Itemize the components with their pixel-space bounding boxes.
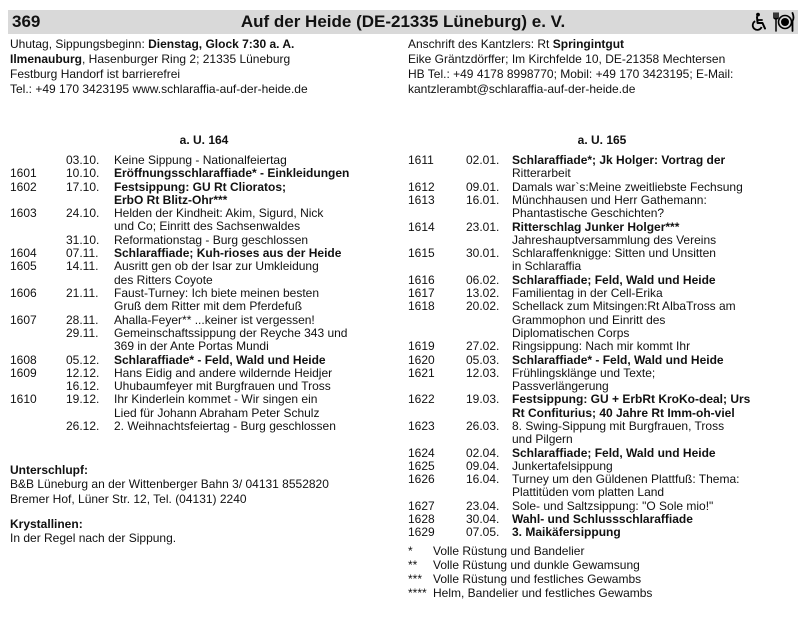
sippung-number: 1625 xyxy=(408,458,435,473)
sippung-title: Uhubaumfeyer mit Burgfrauen und Tross xyxy=(114,379,331,394)
legend-item xyxy=(408,586,798,600)
au-heading-left: a. U. 164 xyxy=(179,133,229,147)
sippung-number: 1607 xyxy=(10,312,37,327)
sippung-number: 1620 xyxy=(408,352,435,367)
schedule-row xyxy=(408,340,798,353)
sippung-date: 13.02. xyxy=(466,286,500,300)
accessibility-note: Festburg Handorf ist barrierefrei xyxy=(10,67,181,81)
schedule-row xyxy=(10,380,400,393)
sippung-title: Gemeinschaftssippung der Reyche 343 und xyxy=(114,325,348,340)
sippung-number: 1602 xyxy=(10,179,37,194)
sippung-number: 1629 xyxy=(408,525,435,540)
sippung-date: 23.01. xyxy=(466,219,500,234)
schedule-row xyxy=(408,526,798,539)
kantzler-phone: HB Tel.: +49 4178 8998770; Mobil: +49 170 3423195; E-Mail: xyxy=(408,67,734,81)
sippung-date: 05.12. xyxy=(66,352,100,367)
schedule-row xyxy=(10,181,400,208)
sippung-title: Schlaraffiade; Feld, Wald und Heide xyxy=(512,445,716,460)
sippung-title: Damals war`s:Meine zweitliebste Fechsung xyxy=(512,179,743,194)
schedule-row xyxy=(10,167,400,180)
sippung-title: Junkertafelsippung xyxy=(512,458,613,473)
reych-number: 369 xyxy=(12,12,41,31)
sippung-date: 31.10. xyxy=(66,232,100,247)
sippung-date: 16.01. xyxy=(466,192,500,207)
sippung-number: 1611 xyxy=(408,153,434,167)
sippung-number: 1618 xyxy=(408,299,435,314)
sippung-date: 19.03. xyxy=(466,392,500,407)
sippung-title: 8. Swing-Sippung mit Burgfrauen, Tross xyxy=(512,419,725,433)
sippung-date: 09.04. xyxy=(466,458,500,473)
schedule-row xyxy=(408,420,798,447)
sippung-date: 24.10. xyxy=(66,206,100,221)
header-bar xyxy=(8,10,798,34)
legend-label: Volle Rüstung und Bandelier xyxy=(433,544,585,558)
schedule-row xyxy=(408,393,798,420)
burg-name: Ilmenauburg xyxy=(10,52,83,66)
schedule-row xyxy=(408,287,798,300)
sippung-date: 20.02. xyxy=(466,299,500,314)
sippung-number: 1614 xyxy=(408,219,435,234)
schedule-row xyxy=(10,260,400,287)
sippung-title: Familientag in der Cell-Erika xyxy=(512,286,663,300)
schedule-row xyxy=(408,221,798,248)
sippung-number: 1603 xyxy=(10,206,37,221)
sippung-number: 1616 xyxy=(408,272,435,287)
sippung-number: 1613 xyxy=(408,192,435,207)
sippung-date: 17.10. xyxy=(66,179,100,194)
sippung-number: 1624 xyxy=(408,445,435,460)
sippung-number: 1601 xyxy=(10,166,37,181)
sippung-date: 05.03. xyxy=(466,352,500,367)
schedule-row xyxy=(408,513,798,526)
sippung-time: Dienstag, Glock 7:30 a. A. xyxy=(148,37,295,51)
sippung-title: Plattitüden vom platten Land xyxy=(512,485,665,500)
sippung-number: 1606 xyxy=(10,286,37,300)
sippung-title: Helden der Kindheit: Akim, Sigurd, Nick xyxy=(114,206,324,221)
sippung-title: Ringsippung: Nach mir kommt Ihr xyxy=(512,339,691,354)
sippung-title: Münchhausen und Herr Gathemann: xyxy=(512,192,707,207)
schedule-row xyxy=(10,247,400,260)
legend-symbol: **** xyxy=(408,586,427,600)
sippung-title: Keine Sippung - Nationalfeiertag xyxy=(114,153,287,167)
legend-symbol: *** xyxy=(408,572,423,586)
schedule-row xyxy=(408,181,798,194)
krystallinen-text: In der Regel nach der Sippung. xyxy=(10,531,177,545)
sippung-number: 1610 xyxy=(10,392,37,407)
sippung-number: 1622 xyxy=(408,392,435,407)
sippung-date: 10.10. xyxy=(66,166,100,181)
sippung-title: Faust-Turney: Ich biete meinen besten xyxy=(114,286,319,300)
unterschlupf-text: B&B Lüneburg an der Wittenberger Bahn 3/ 04131 8552820 Bremer Hof, Lüner Str. 12, Tel. (04131) 2240 xyxy=(10,477,329,506)
sippung-title: Gruß dem Ritter mit dem Pferdefuß xyxy=(114,299,303,314)
sippung-number: 1612 xyxy=(408,179,435,194)
kantzler-name: Springintgut xyxy=(552,37,625,51)
sippung-title: Schlaraffenknigge: Sitten und Unsitten xyxy=(512,246,716,261)
sippung-title: Wahl- und Schlussschlaraffiade xyxy=(512,512,693,527)
schedule-row xyxy=(10,327,400,354)
sippung-number: 1627 xyxy=(408,498,435,513)
sippung-title: Schlaraffiade* - Feld, Wald und Heide xyxy=(512,352,724,367)
sippung-date: 06.02. xyxy=(466,272,500,287)
sippung-title: Schlaraffiade*; Jk Holger: Vortrag der xyxy=(512,153,726,167)
sippung-date: 26.12. xyxy=(66,419,100,433)
sippung-date: 03.10. xyxy=(66,153,100,167)
sippung-number: 1626 xyxy=(408,472,435,487)
dining-icon xyxy=(771,12,795,32)
contact-line: Tel.: +49 170 3423195 www.schlaraffia-auf-der-heide.de xyxy=(10,82,308,96)
schedule-row xyxy=(10,314,400,327)
sippung-date: 19.12. xyxy=(66,392,100,407)
sippung-date: 30.01. xyxy=(466,246,500,261)
schedule-row xyxy=(408,500,798,513)
legend-item xyxy=(408,558,798,572)
sippung-title: Hans Eidig and andere wildernde Heidjer xyxy=(114,365,333,380)
schedule-row xyxy=(10,234,400,247)
sippung-number: 1608 xyxy=(10,352,37,367)
header-icons xyxy=(750,12,794,32)
legend-label: Volle Rüstung und festliches Gewambs xyxy=(433,572,642,586)
sippung-date: 12.03. xyxy=(466,365,500,380)
sippung-title: Festsippung: GU + ErbRt KroKo-deal; Urs xyxy=(512,392,751,407)
sippung-title: ErbO Rt Blitz-Ohr*** xyxy=(114,192,228,207)
sippung-title: Turney um den Güldenen Plattfuß: Thema: xyxy=(512,472,740,487)
sippung-title: Ausritt gen ob der Isar zur Umkleidung xyxy=(114,259,319,274)
legend-label: Helm, Bandelier und festliches Gewambs xyxy=(433,586,653,600)
sippung-date: 28.11. xyxy=(66,312,99,327)
sippung-date: 30.04. xyxy=(466,512,500,527)
schedule-row xyxy=(408,354,798,367)
krystallinen-title: Krystallinen: xyxy=(10,517,83,531)
sippung-title: Phantastische Geschichten? xyxy=(512,206,665,221)
sippung-title: und Co; Einritt des Sachsenwaldes xyxy=(114,219,301,234)
sippung-number: 1621 xyxy=(408,365,435,380)
schedule-row xyxy=(408,154,798,181)
schedule-row xyxy=(10,367,400,380)
legend-symbol: * xyxy=(408,544,413,558)
legend-item xyxy=(408,572,798,586)
sippung-title: Festsippung: GU Rt Clioratos; xyxy=(114,179,286,194)
sippung-date: 09.01. xyxy=(466,179,500,194)
sippung-title: Lied für Johann Abraham Peter Schulz xyxy=(114,405,320,420)
schedule-row xyxy=(10,354,400,367)
sippung-number: 1623 xyxy=(408,419,435,433)
sippung-number: 1617 xyxy=(408,286,435,300)
schedule-row xyxy=(408,473,798,500)
sippung-title: Ahalla-Feyer** ...keiner ist vergessen! xyxy=(114,312,315,327)
sippung-title: Schlaraffiade; Feld, Wald und Heide xyxy=(512,272,716,287)
schedule-row xyxy=(10,420,400,433)
schedule-row xyxy=(408,460,798,473)
sippung-title: Diplomatischen Corps xyxy=(512,325,630,340)
sippung-date: 16.12. xyxy=(66,379,100,394)
schedule-row xyxy=(408,247,798,274)
unterschlupf-title: Unterschlupf: xyxy=(10,463,88,477)
sippung-title: Ritterarbeit xyxy=(512,166,571,181)
sippung-date: 26.03. xyxy=(466,419,500,433)
schedule-row xyxy=(10,393,400,420)
sippung-number: 1619 xyxy=(408,339,435,354)
kantzler-email: kantzlerambt@schlaraffia-auf-der-heide.de xyxy=(408,82,636,96)
sippung-number: 1604 xyxy=(10,246,37,261)
sippung-title: 2. Weihnachtsfeiertag - Burg geschlossen xyxy=(114,419,336,433)
sippung-title: Ihr Kinderlein kommet - Wir singen ein xyxy=(114,392,318,407)
schedule-row xyxy=(10,287,400,314)
sippung-title: Frühlingsklänge und Texte; xyxy=(512,365,656,380)
schedule-row xyxy=(10,154,400,167)
schedule-row xyxy=(408,194,798,221)
sippung-number: 1628 xyxy=(408,512,435,527)
legend-label: Volle Rüstung und dunkle Gewamsung xyxy=(433,558,640,572)
schedule-row xyxy=(10,207,400,234)
sippung-title: Passverlängerung xyxy=(512,379,609,394)
sippung-title: 3. Maikäfersippung xyxy=(512,525,621,540)
page-title: Auf der Heide (DE-21335 Lüneburg) e. V. xyxy=(240,12,566,31)
sippung-title: Schellack zum Mitsingen:Rt AlbaTross am xyxy=(512,299,736,314)
sippung-number: 1615 xyxy=(408,246,435,261)
kantzler-address: Eike Gräntzdörffer; Im Kirchfelde 10, DE-21358 Mechtersen xyxy=(408,52,726,66)
sippung-title: Grammophon und Einritt des xyxy=(512,312,666,327)
sippung-date: 02.01. xyxy=(466,153,500,167)
sippung-title: Reformationstag - Burg geschlossen xyxy=(114,232,309,247)
sippung-title: Ritterschlag Junker Holger*** xyxy=(512,219,680,234)
info-right: Anschrift des Kantzlers: Rt Springintgut Eike Gräntzdörffer; Im Kirchfelde 10, DE-21358 Mechtersen HB Tel.: +49 4178 8998770; Mobil: +49 170 3423195; E-Mail: kantzlerambt@schlaraffia-auf-der-heide.de xyxy=(408,37,798,97)
sippung-title: in Schlaraffia xyxy=(512,259,582,274)
wheelchair-icon xyxy=(750,12,770,32)
legend-symbol: ** xyxy=(408,558,418,572)
au-heading-right: a. U. 165 xyxy=(577,133,627,147)
sippung-date: 02.04. xyxy=(466,445,500,460)
schedule-row xyxy=(408,447,798,460)
sippung-title: und Pilgern xyxy=(512,432,573,447)
sippung-title: Rt Confiturius; 40 Jahre Rt Imm-oh-viel xyxy=(512,405,735,420)
sippung-title: Sole- und Saltzsippung: "O Sole mio!" xyxy=(512,498,714,513)
sippung-title: Schlaraffiade* - Feld, Wald und Heide xyxy=(114,352,326,367)
sippung-date: 27.02. xyxy=(466,339,500,354)
sippung-title: 369 in der Ante Portas Mundi xyxy=(114,339,269,354)
sippung-title: Jahreshauptversammlung des Vereins xyxy=(512,232,717,247)
sippung-date: 14.11. xyxy=(66,259,99,274)
sippung-date: 12.12. xyxy=(66,365,100,380)
sippung-date: 07.05. xyxy=(466,525,500,540)
sippung-number: 1609 xyxy=(10,365,37,380)
schedule-row xyxy=(408,274,798,287)
sippung-date: 16.04. xyxy=(466,472,500,487)
sippung-date: 07.11. xyxy=(66,246,99,261)
sippung-date: 23.04. xyxy=(466,498,500,513)
sippung-date: 29.11. xyxy=(66,325,99,340)
sippung-title: Schlaraffiade; Kuh-rioses aus der Heide xyxy=(114,246,342,261)
sippung-date: 21.11. xyxy=(66,286,99,300)
info-left: Uhutag, Sippungsbeginn: Dienstag, Glock 7:30 a. A. Ilmenauburg, Hasenburger Ring 2; 21335 Lüneburg Festburg Handorf ist barrierefrei Tel.: +49 170 3423195 www.schlaraffia-auf-der-heide.de xyxy=(10,37,400,97)
sippung-number: 1605 xyxy=(10,259,37,274)
sippung-title: Eröffnungsschlaraffiade* - Einkleidungen xyxy=(114,166,350,181)
sippung-title: des Ritters Coyote xyxy=(114,272,213,287)
legend-item xyxy=(408,544,798,558)
schedule-row xyxy=(408,300,798,340)
schedule-row xyxy=(408,367,798,394)
